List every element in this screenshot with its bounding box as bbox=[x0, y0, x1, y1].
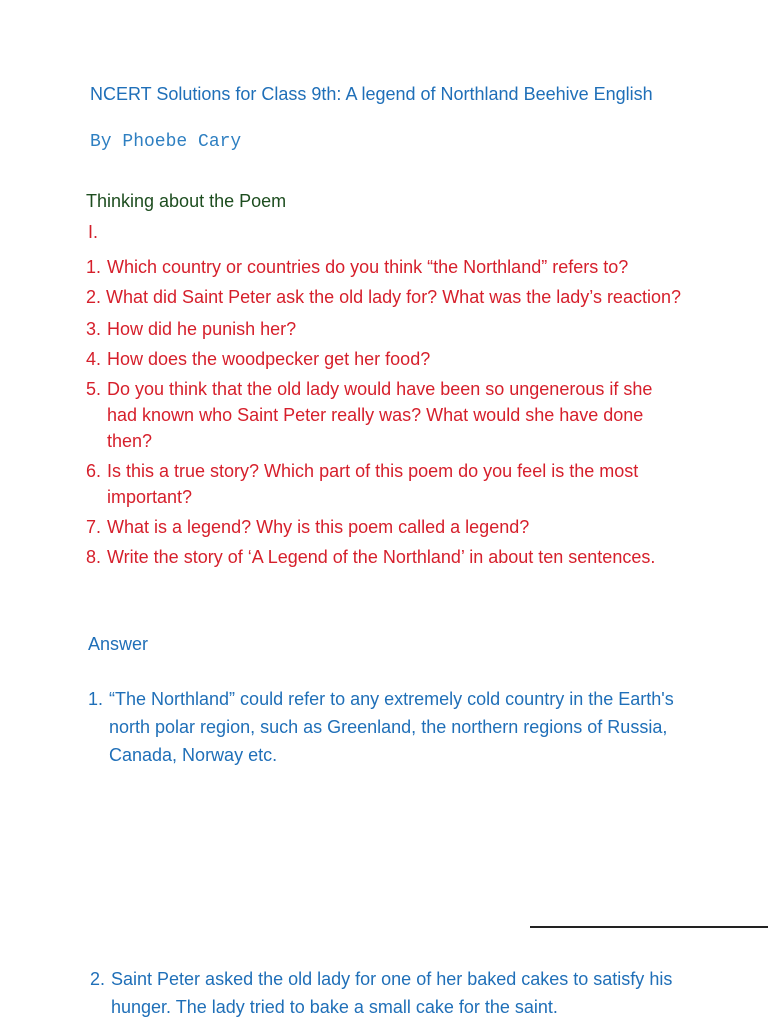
question-text: How does the woodpecker get her food? bbox=[107, 349, 431, 369]
answer-text: “The Northland” could refer to any extremely cold country in the Earth's north polar region, such as Greenland, the northern regions of Russia, Canada, Norway etc. bbox=[109, 689, 674, 765]
question-item bbox=[86, 544, 686, 570]
question-item bbox=[86, 458, 686, 510]
question-number: 8. bbox=[86, 547, 102, 567]
roman-numeral: I. bbox=[88, 222, 99, 242]
document-title: NCERT Solutions for Class 9th: A legend of Northland Beehive English bbox=[90, 84, 653, 104]
question-text: Write the story of ‘A Legend of the Northland’ in about ten sentences. bbox=[107, 547, 656, 567]
question-item bbox=[86, 346, 686, 372]
question-item bbox=[86, 514, 686, 540]
answer-item bbox=[88, 685, 709, 769]
question-text: Do you think that the old lady would have been so ungenerous if she had known who Saint Peter really was? What would she have done then? bbox=[107, 379, 653, 451]
question-number: 6. bbox=[86, 461, 102, 481]
section-heading: Thinking about the Poem bbox=[86, 191, 287, 211]
answer-text: Saint Peter asked the old lady for one of her baked cakes to satisfy his hunger. The lady tried to bake a small cake for the saint. bbox=[111, 969, 673, 1017]
question-list bbox=[86, 254, 686, 574]
answer-number: 2. bbox=[90, 969, 106, 989]
question-number: 5. bbox=[86, 379, 102, 399]
author-line: By Phoebe Cary bbox=[90, 132, 242, 152]
question-item bbox=[86, 316, 686, 342]
question-text: Which country or countries do you think “the Northland” refers to? bbox=[107, 257, 629, 277]
question-text: What did Saint Peter ask the old lady for? What was the lady’s reaction? bbox=[106, 287, 681, 307]
question-number: 2. bbox=[86, 287, 107, 307]
question-item bbox=[86, 254, 686, 280]
question-number: 1. bbox=[86, 257, 102, 277]
question-number: 7. bbox=[86, 517, 102, 537]
question-text: What is a legend? Why is this poem called a legend? bbox=[107, 517, 530, 537]
question-item bbox=[86, 376, 686, 454]
page-divider bbox=[530, 926, 768, 928]
question-item bbox=[86, 284, 686, 310]
question-text: Is this a true story? Which part of this poem do you feel is the most important? bbox=[107, 461, 639, 507]
answer-item bbox=[90, 965, 711, 1021]
question-number: 3. bbox=[86, 319, 102, 339]
answer-heading: Answer bbox=[88, 634, 149, 654]
answer-number: 1. bbox=[88, 689, 104, 709]
question-number: 4. bbox=[86, 349, 102, 369]
question-text: How did he punish her? bbox=[107, 319, 297, 339]
